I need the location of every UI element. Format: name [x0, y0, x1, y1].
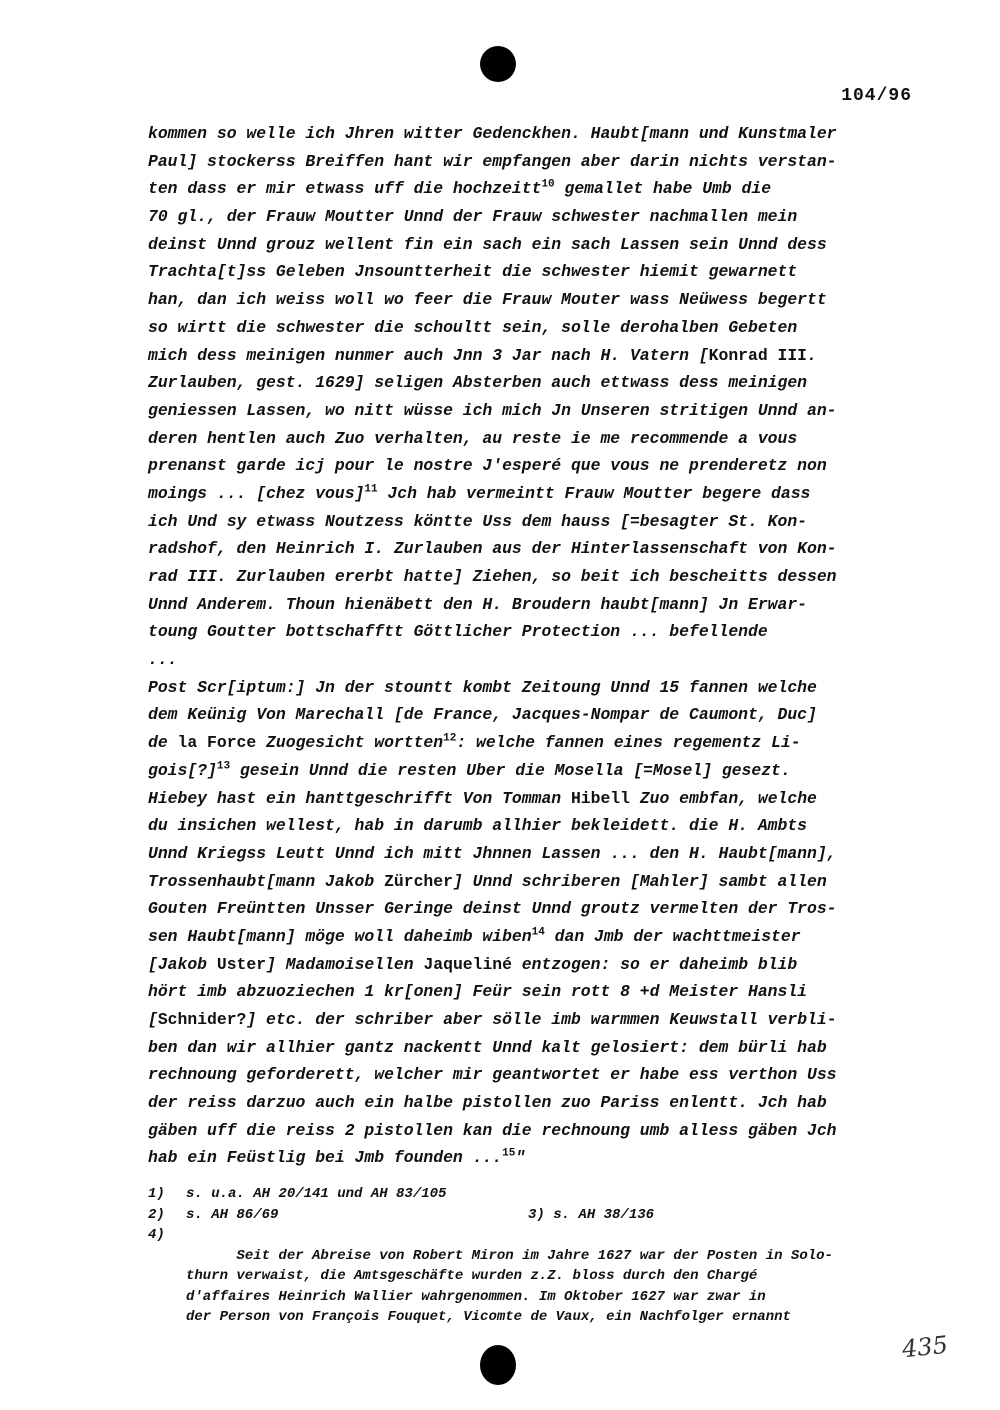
text-run: ...: [148, 650, 178, 670]
text-run: mich dess meinigen nunmer auch Jnn 3 Jar nach H. Vatern [: [148, 345, 709, 365]
text-line: [148, 342, 918, 370]
text-run: Unnd Anderem. Thoun hienäbett den H. Broudern haubt[mann] Jn Erwar-: [148, 594, 808, 614]
text-run: [: [148, 1010, 158, 1029]
punch-hole-top: [480, 46, 516, 82]
text-run: ] etc. der schriber aber sölle imb warmmen Keuwstall verbli-: [246, 1010, 837, 1029]
footnote-text: s. AH 86/69: [186, 1206, 279, 1223]
footnote-text: [186, 1225, 833, 1328]
text-line: [148, 895, 918, 923]
text-run: toung Goutter bottschafftt Göttlicher Protection ... befellende: [148, 622, 768, 642]
text-line: [148, 397, 918, 425]
text-line: [148, 231, 918, 259]
emphasized-name: Schnider?: [157, 1010, 247, 1029]
footnote-ref: 12: [443, 732, 457, 745]
footnote-4: [148, 1225, 928, 1328]
emphasized-name: Jaqueliné: [423, 954, 512, 974]
text-line: [148, 314, 918, 342]
text-run: ] Unnd schriberen [Mahler] sambt allen: [452, 871, 827, 891]
text-run: geniessen Lassen, wo nitt wüsse ich mich Jn Unseren stritigen Unnd an-: [148, 400, 837, 420]
text-line: [148, 840, 918, 868]
text-run: sen Haubt[mann] möge woll daheimb wiben: [148, 926, 532, 946]
text-run: Post Scr[iptum:] Jn der stountt kombt Zeitoung Unnd 15 fannen welche: [148, 677, 817, 697]
footnote-number: 2): [148, 1206, 165, 1223]
text-run: Zurlauben, gest. 1629] seligen Absterben auch ettwass dess meinigen: [148, 373, 808, 393]
text-run: : welche fannen eines regementz Li-: [456, 733, 801, 753]
text-line: [148, 563, 918, 591]
text-run: prenanst garde icj pour le nostre J'esperé que vous ne prenderetz non: [148, 456, 827, 476]
text-run: deinst Unnd grouz wellent fin ein sach ein sach Lassen sein Unnd dess: [148, 234, 827, 254]
text-run: han, dan ich weiss woll wo feer die Frauw Mouter wass Neüwess begertt: [148, 290, 827, 310]
text-run: Unnd Kriegss Leutt Unnd ich mitt Jhnnen Lassen ... den H. Haubt[mann],: [148, 843, 837, 863]
footnote-line: Seit der Abreise von Robert Miron im Jahre 1627 war der Posten in Solo-: [236, 1247, 833, 1264]
text-run: gesein Unnd die resten Uber die Mosella [=Mosel] gesezt.: [230, 760, 791, 780]
text-line: [148, 1144, 918, 1172]
emphasized-name: Konrad III: [708, 345, 808, 365]
text-run: [Jakob: [148, 954, 217, 974]
text-line: [148, 120, 918, 148]
text-line: [148, 785, 918, 813]
text-run: rad III. Zurlauben ererbt hatte] Ziehen, so beit ich bescheitts dessen: [148, 567, 837, 586]
footnote-line: der Person von François Fouquet, Vicomte de Vaux, ein Nachfolger ernannt: [186, 1309, 791, 1325]
text-line: [148, 618, 918, 646]
text-run: Zuo embfan, welche: [629, 788, 817, 808]
text-run: der reiss darzuo auch ein halbe pistollen zuo Pariss enlentt. Jch hab: [148, 1093, 827, 1113]
footnotes: [148, 1184, 928, 1328]
text-line: [148, 701, 918, 729]
text-run: gäben uff die reiss 2 pistollen kan die rechnoung umb alless gäben Jch: [148, 1120, 837, 1140]
footnote-line: d'affaires Heinrich Wallier wahrgenommen. Im Oktober 1627 war zwar in: [186, 1288, 766, 1305]
text-run: Paul] stockerss Breiffen hant wir empfangen aber darin nichts verstan-: [148, 151, 837, 171]
text-run: hört imb abzuoziechen 1 kr[onen] Feür sein rott 8 +d Meister Hansli: [148, 982, 808, 1002]
text-line: [148, 369, 918, 397]
footnote-ref: 13: [216, 760, 231, 773]
emphasized-name: Uster: [216, 954, 267, 974]
footnote-number: 3): [528, 1206, 545, 1223]
text-run: ben dan wir allhier gantz nackentt Unnd kalt gelosiert: dem bürli hab: [148, 1037, 827, 1057]
text-run: dan Jmb der wachttmeister: [544, 926, 801, 946]
text-run: Jch hab vermeintt Frauw Moutter begere dass: [377, 483, 811, 503]
footnote-ref: 11: [364, 483, 378, 496]
footnote-3: [528, 1205, 654, 1226]
text-line: [148, 646, 918, 674]
text-line: [148, 1034, 918, 1062]
handwritten-page-number: 435: [900, 1330, 950, 1364]
text-line: [148, 951, 918, 979]
text-run: ten dass er mir etwass uff die hochzeitt: [148, 179, 542, 199]
text-run: gemallet habe Umb die: [554, 179, 772, 199]
footnote-2-3: [148, 1205, 928, 1226]
emphasized-name: Hibell: [570, 788, 630, 808]
text-run: rechnoung geforderett, welcher mir geantwortet er habe ess verthon Uss: [148, 1065, 837, 1085]
footnote-ref: 10: [541, 178, 555, 191]
text-run: .: [807, 345, 817, 365]
text-run: entzogen: so er daheimb blib: [511, 954, 798, 974]
text-run: 70 gl., der Frauw Moutter Unnd der Frauw schwester nachmallen mein: [148, 207, 798, 227]
page-number: 104/96: [841, 86, 912, 106]
footnote-1: [148, 1184, 928, 1205]
text-run: Trossenhaubt[mann Jakob: [148, 871, 385, 891]
text-run: hab ein Feüstlig bei Jmb founden ...: [148, 1148, 503, 1168]
text-line: [148, 674, 918, 702]
text-line: [148, 923, 918, 951]
text-run: Zuogesicht wortten: [256, 733, 444, 753]
footnote-number: 1): [148, 1186, 165, 1202]
text-run: du insichen wellest, hab in darumb allhier bekleidett. die H. Ambts: [148, 816, 808, 836]
text-line: [148, 425, 918, 453]
emphasized-name: Zürcher: [384, 871, 453, 891]
text-line: [148, 868, 918, 896]
text-line: [148, 480, 918, 508]
footnote-ref: 14: [531, 926, 545, 939]
text-run: ich Und sy etwass Noutzess köntte Uss dem hauss [=besagter St. Kon-: [148, 511, 808, 531]
text-run: gois[?]: [148, 760, 217, 780]
text-line: [148, 203, 918, 231]
text-run: kommen so welle ich Jhren witter Gedenckhen. Haubt[mann und Kunstmaler: [148, 124, 837, 143]
text-run: de: [148, 733, 178, 753]
text-line: [148, 148, 918, 176]
text-line: [148, 258, 918, 286]
text-run: deren hentlen auch Zuo verhalten, au reste ie me recommende a vous: [148, 428, 798, 448]
text-line: [148, 757, 918, 785]
letter-body: [148, 120, 918, 1172]
text-line: [148, 535, 918, 563]
text-line: [148, 1089, 918, 1117]
text-line: [148, 1061, 918, 1089]
footnote-line: thurn verwaist, die Amtsgeschäfte wurden z.Z. bloss durch den Chargé: [186, 1268, 758, 1284]
text-line: [148, 508, 918, 536]
text-run: Trachta[t]ss Geleben Jnsountterheit die schwester hiemit gewarnett: [148, 262, 798, 282]
footnote-text: s. u.a. AH 20/141 und AH 83/105: [186, 1186, 447, 1202]
text-line: [148, 175, 918, 203]
text-run: so wirtt die schwester die schoultt sein, solle derohalben Gebeten: [148, 317, 798, 337]
text-run: Gouten Freüntten Unsser Geringe deinst Unnd groutz vermelten der Tros-: [148, 899, 837, 919]
text-run: ] Madamoisellen: [266, 954, 424, 974]
text-line: [148, 1117, 918, 1145]
text-run: radshof, den Heinrich I. Zurlauben aus der Hinterlassenschaft von Kon-: [148, 539, 837, 559]
punch-hole-bottom: [480, 1345, 516, 1385]
text-line: [148, 978, 918, 1006]
text-run: dem Keünig Von Marechall [de France, Jacques-Nompar de Caumont, Duc]: [148, 705, 817, 725]
footnote-text: s. AH 38/136: [553, 1206, 655, 1223]
text-run: ": [515, 1148, 526, 1168]
emphasized-name: la Force: [177, 733, 257, 753]
text-line: [148, 1006, 918, 1034]
text-line: [148, 286, 918, 314]
footnote-ref: 15: [502, 1147, 516, 1160]
text-run: Hiebey hast ein hanttgeschrifft Von Tomman: [148, 788, 571, 808]
text-line: [148, 812, 918, 840]
text-line: [148, 729, 918, 757]
footnote-number: 4): [148, 1227, 165, 1243]
text-line: [148, 591, 918, 619]
text-run: moings ... [chez vous]: [148, 483, 365, 503]
text-line: [148, 452, 918, 480]
